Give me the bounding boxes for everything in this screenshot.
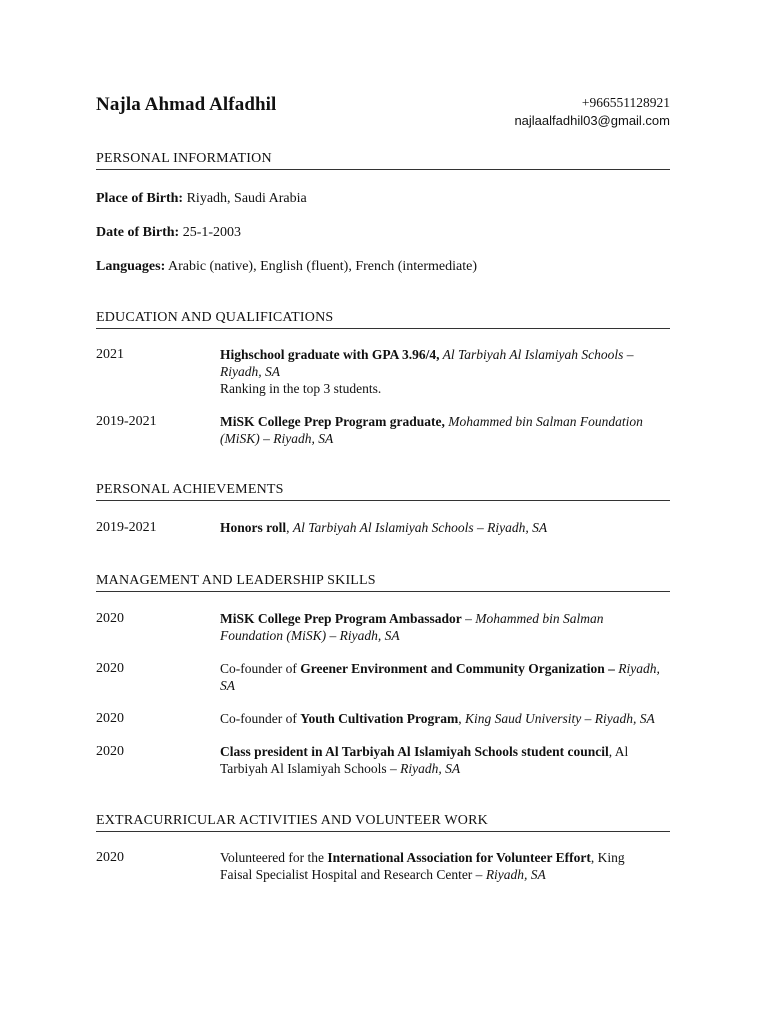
entry-separator: , — [458, 711, 465, 726]
entry-title: MiSK College Prep Program Ambassador — [220, 611, 462, 626]
leadership-entry — [96, 743, 676, 777]
entry-location: King Saud University – Riyadh, SA — [465, 711, 655, 726]
entry-separator: , — [286, 520, 293, 535]
languages-value: Arabic (native), English (fluent), French (intermediate) — [165, 259, 478, 274]
date-of-birth — [96, 224, 676, 242]
leadership-entry — [96, 610, 676, 644]
entry-location: Riyadh, SA — [400, 761, 461, 776]
entry-year: 2020 — [96, 611, 124, 626]
entry-organization: , Al Tarbiyah Al Islamiyah Schools – — [220, 744, 629, 776]
place-of-birth-value: Riyadh, Saudi Arabia — [183, 191, 307, 206]
date-of-birth-label: Date of Birth: — [96, 225, 180, 240]
leadership-entry — [96, 660, 676, 694]
entry-description — [220, 413, 660, 447]
entry-location: – Mohammed bin Salman Foundation (MiSK) – Riyadh, SA — [220, 611, 604, 643]
entry-location: Al Tarbiyah Al Islamiyah Schools – Riyadh, SA — [292, 520, 548, 535]
entry-description — [220, 346, 660, 397]
entry-description — [220, 710, 660, 727]
section-title-leadership: MANAGEMENT AND LEADERSHIP SKILLS — [96, 573, 670, 592]
place-of-birth-label: Place of Birth: — [96, 191, 184, 206]
contact-block — [514, 94, 670, 130]
date-of-birth-value: 25-1-2003 — [179, 225, 242, 240]
entry-title: Highschool graduate with GPA 3.96/4, — [220, 347, 440, 362]
email-address: najlaalfadhil03@gmail.com — [514, 113, 670, 128]
entry-title: Youth Cultivation Program — [300, 711, 459, 726]
education-entry — [96, 346, 676, 397]
leadership-entry — [96, 710, 676, 727]
entry-title: Greener Environment and Community Organization – — [300, 661, 615, 676]
entry-year: 2020 — [96, 661, 124, 676]
entry-note: Ranking in the top 3 students. — [220, 381, 382, 396]
entry-title: International Association for Volunteer Effort — [327, 850, 591, 865]
volunteer-entry — [96, 849, 676, 883]
entry-description — [220, 519, 660, 536]
place-of-birth — [96, 190, 676, 208]
achievement-entry — [96, 519, 676, 536]
entry-year: 2020 — [96, 850, 124, 865]
entry-prefix: Co-founder of — [220, 711, 301, 726]
entry-description — [220, 610, 660, 644]
entry-year: 2019-2021 — [96, 414, 157, 429]
section-title-personal-information: PERSONAL INFORMATION — [96, 151, 670, 170]
languages-label: Languages: — [96, 259, 166, 274]
entry-description — [220, 743, 660, 777]
phone-number: +966551128921 — [581, 95, 670, 110]
entry-title: Honors roll — [220, 520, 287, 535]
resume-header — [96, 92, 676, 138]
entry-prefix: Co-founder of — [220, 661, 301, 676]
entry-year: 2020 — [96, 744, 124, 759]
entry-organization: , King Faisal Specialist Hospital and Research Center – — [220, 850, 625, 882]
section-title-extracurricular: EXTRACURRICULAR ACTIVITIES AND VOLUNTEER WORK — [96, 813, 670, 832]
entry-title: MiSK College Prep Program graduate, — [220, 414, 445, 429]
entry-location: Riyadh, SA — [485, 867, 546, 882]
entry-year: 2021 — [96, 347, 124, 362]
education-entry — [96, 413, 676, 447]
candidate-name: Najla Ahmad Alfadhil — [96, 94, 277, 115]
entry-year: 2020 — [96, 711, 124, 726]
entry-description — [220, 849, 660, 883]
entry-prefix: Volunteered for the — [220, 850, 328, 865]
entry-description — [220, 660, 660, 694]
section-title-education: EDUCATION AND QUALIFICATIONS — [96, 310, 670, 329]
entry-year: 2019-2021 — [96, 520, 157, 535]
section-title-achievements: PERSONAL ACHIEVEMENTS — [96, 482, 670, 501]
languages — [96, 258, 676, 276]
entry-location: Al Tarbiyah Al Islamiyah Schools – Riyadh, SA — [220, 347, 634, 379]
entry-location: Mohammed bin Salman Foundation (MiSK) – Riyadh, SA — [220, 414, 643, 446]
resume-page — [96, 92, 676, 883]
entry-location: Riyadh, SA — [220, 661, 660, 693]
entry-title: Class president in Al Tarbiyah Al Islamiyah Schools student council — [220, 744, 609, 759]
